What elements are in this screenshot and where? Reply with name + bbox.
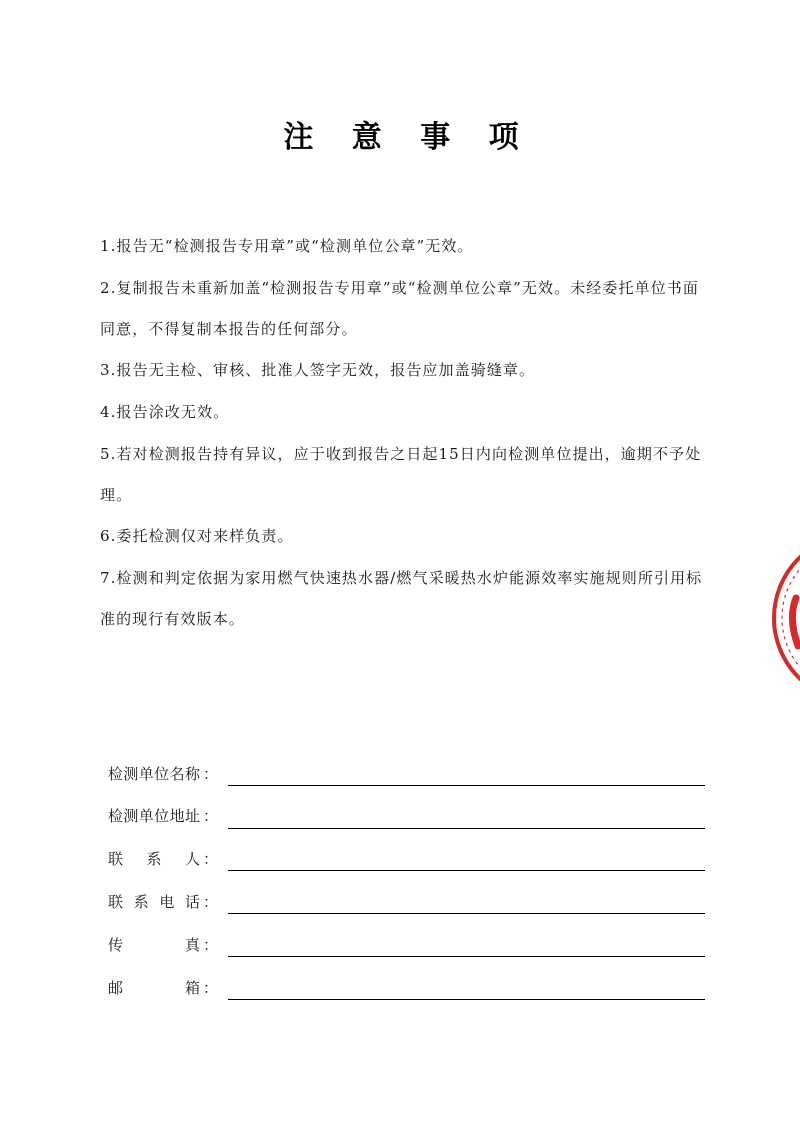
note-item: 6.委托检测仅对来样负责。 <box>100 527 294 545</box>
note-item: 1.报告无“检测报告专用章”或“检测单位公章”无效。 <box>100 237 474 255</box>
field-line-contact-phone <box>228 913 705 914</box>
field-label-unit-address <box>108 806 218 826</box>
note-item: 7.检测和判定依据为家用燃气快速热水器/燃气采暖热水炉能源效率实施规则所引用标准的现行有效版本。 <box>100 569 703 628</box>
field-label-text: 邮 箱 <box>108 979 200 997</box>
page-title: 注 意 事 项 <box>283 120 533 155</box>
field-label-email <box>108 978 218 998</box>
note-item: 4.报告涂改无效。 <box>100 403 230 421</box>
field-label-text: 检 测 单 位 名 称 <box>108 765 200 783</box>
field-label-text: 检 测 单 位 地 址 <box>108 807 200 825</box>
field-line-fax <box>228 956 705 957</box>
field-line-contact-person <box>228 870 705 871</box>
field-colon: ： <box>202 936 218 954</box>
seal-mark <box>792 598 798 646</box>
field-label-fax <box>108 935 218 955</box>
field-line-unit-name <box>228 785 705 786</box>
note-item: 3.报告无主检、审核、批准人签字无效，报告应加盖骑缝章。 <box>100 361 536 379</box>
field-label-text: 联 系 电 话 <box>108 893 200 911</box>
field-label-contact-phone <box>108 892 218 912</box>
field-colon: ： <box>202 765 218 783</box>
field-colon: ： <box>202 850 218 868</box>
field-colon: ： <box>202 893 218 911</box>
field-label-text: 联 系 人 <box>108 850 200 868</box>
field-label-text: 传 真 <box>108 936 200 954</box>
field-colon: ： <box>202 807 218 825</box>
field-colon: ： <box>202 979 218 997</box>
field-label-contact-person <box>108 849 218 869</box>
note-item: 5.若对检测报告持有异议，应于收到报告之日起15日内向检测单位提出，逾期不予处理。 <box>100 445 702 504</box>
field-line-email <box>228 999 705 1000</box>
official-seal-stamp <box>768 528 800 708</box>
seal-outer-ring <box>774 534 800 702</box>
field-line-unit-address <box>228 828 705 829</box>
note-item: 2.复制报告未重新加盖“检测报告专用章”或“检测单位公章”无效。未经委托单位书面同意，不得复制本报告的任何部分。 <box>100 279 699 338</box>
field-label-unit-name <box>108 764 218 784</box>
